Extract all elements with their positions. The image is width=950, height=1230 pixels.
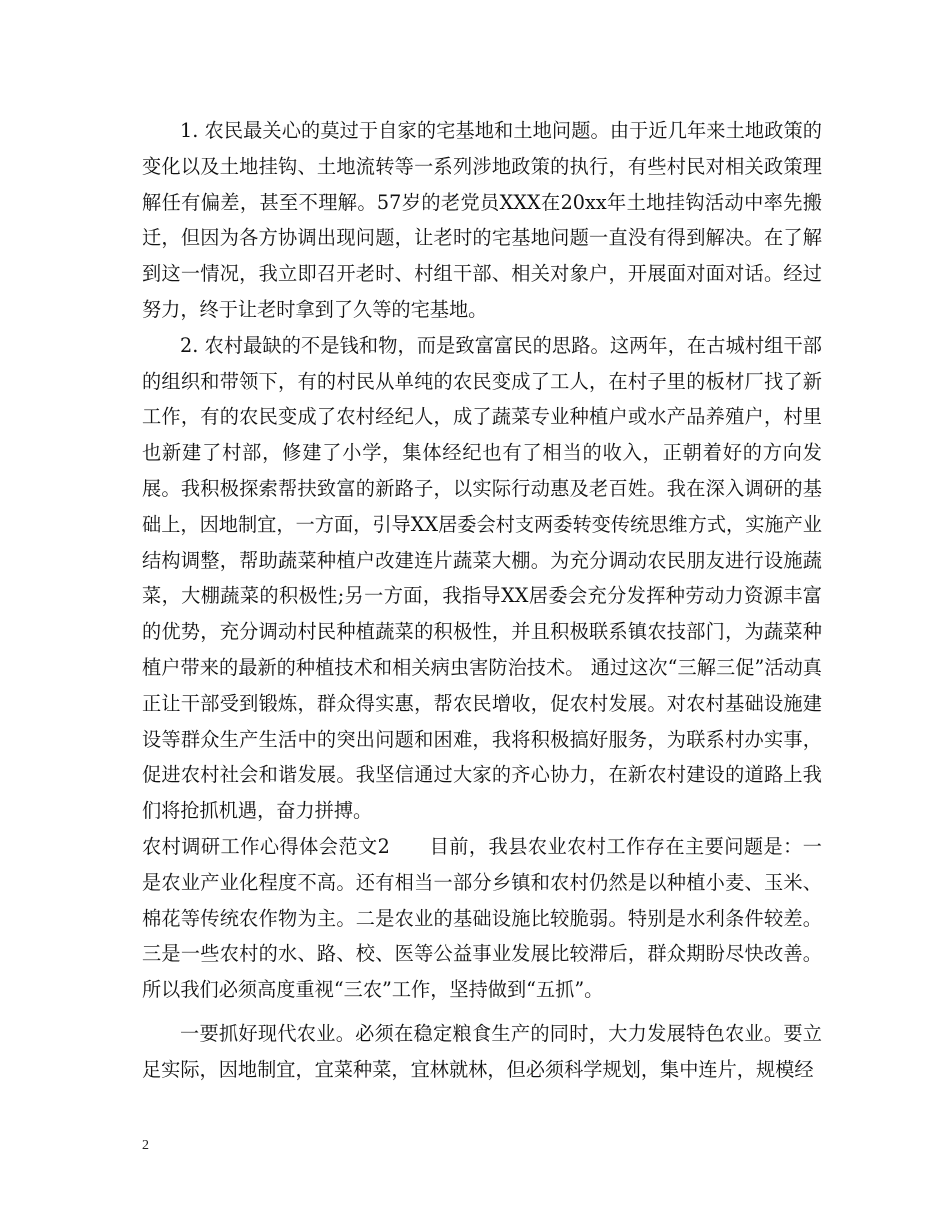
- paragraph-wealth-ideas: 2. 农村最缺的不是钱和物，而是致富富民的思路。这两年，在古城村组干部的组织和带领下，有的村民从单纯的农民变成了工人，在村子里的板材厂找了新工作，有的农民变成了农村经纪人，成了蔬菜专业种植户或水产品养殖户，村里也新建了村部，修建了小学，集体经纪也有了相当的收入，正朝着好的方向发展。我积极探索帮扶致富的新路子，以实际行动惠及老百姓。我在深入调研的基础上，因地制宜，一方面，引导XX居委会村支两委转变传统思维方式，实施产业结构调整，帮助蔬菜种植户改建连片蔬菜大棚。为充分调动农民朋友进行设施蔬菜，大棚蔬菜的积极性;另一方面，我指导XX居委会充分发挥种劳动力资源丰富的优势，充分调动村民种植蔬菜的积极性，并且积极联系镇农技部门，为蔬菜种植户带来的最新的种植技术和相关病虫害防治技术。 通过这次“三解三促”活动真正让干部受到锻炼，群众得实惠，帮农民增收，促农村发展。对农村基础设施建设等群众生产生活中的突出问题和困难，我将积极搞好服务，为联系村办实事，促进农村社会和谐发展。我坚信通过大家的齐心协力，在新农村建设的道路上我们将抢抓机遇，奋力拼搏。: [142, 333, 822, 823]
- page-number: 2: [142, 1138, 149, 1153]
- paragraph-essay-2-intro: 农村调研工作心得体会范文2 目前，我县农业农村工作存在主要问题是：一是农业产业化程度不高。还有相当一部分乡镇和农村仍然是以种植小麦、玉米、棉花等传统农作物为主。二是农业的基础设施比较脆弱。特别是水利条件较差。三是一些农村的水、路、校、医等公益事业发展比较滞后，群众期盼尽快改善。所以我们必须高度重视“三农”工作，坚持做到“五抓”。: [142, 834, 822, 1002]
- paragraph-modern-agriculture: 一要抓好现代农业。必须在稳定粮食生产的同时，大力发展特色农业。要立足实际，因地制宜，宜菜种菜，宜林就林，但必须科学规划，集中连片，规模经: [142, 1021, 822, 1081]
- document-body: [142, 113, 822, 1088]
- paragraph-homestead-issue: 1. 农民最关心的莫过于自家的宅基地和土地问题。由于近几年来土地政策的变化以及土地挂钩、土地流转等一系列涉地政策的执行，有些村民对相关政策理解任有偏差，甚至不理解。57岁的老党员XXX在20xx年土地挂钩活动中率先搬迁，但因为各方协调出现问题，让老时的宅基地问题一直没有得到解决。在了解到这一情况，我立即召开老时、村组干部、相关对象户，开展面对面对话。经过努力，终于让老时拿到了久等的宅基地。: [142, 119, 822, 321]
